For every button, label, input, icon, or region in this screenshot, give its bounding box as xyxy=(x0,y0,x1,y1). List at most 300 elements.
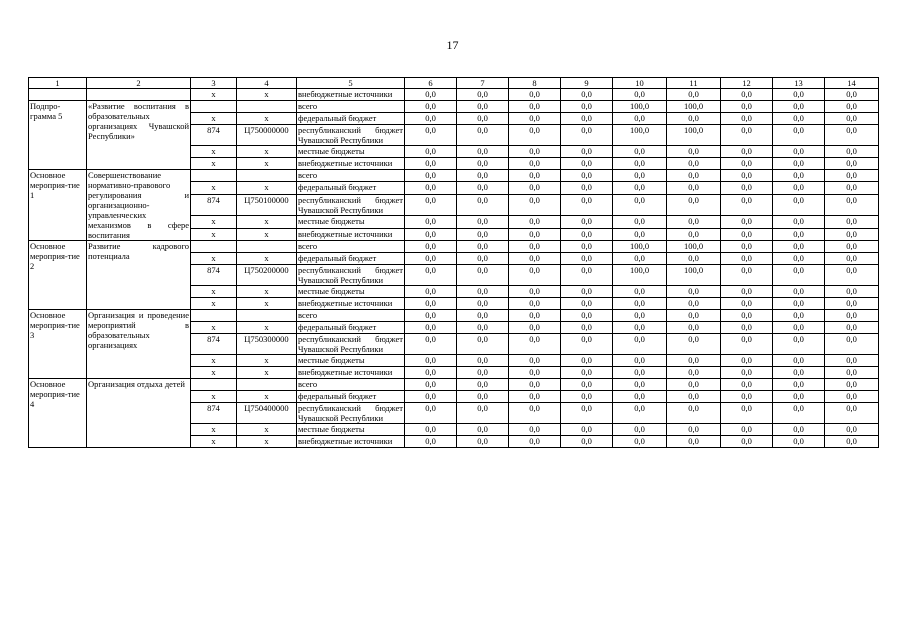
value-cell: 0,0 xyxy=(405,253,457,265)
value-cell: 0,0 xyxy=(613,322,667,334)
value-cell: 100,0 xyxy=(667,241,721,253)
value-cell: 0,0 xyxy=(561,125,613,146)
grbs-cell xyxy=(191,170,237,182)
grbs-cell: х xyxy=(191,146,237,158)
value-cell: 0,0 xyxy=(825,241,879,253)
value-cell: 0,0 xyxy=(667,158,721,170)
source-cell: внебюджетные источники xyxy=(297,158,405,170)
value-cell: 0,0 xyxy=(667,216,721,228)
value-cell: 0,0 xyxy=(457,286,509,298)
grbs-cell: 874 xyxy=(191,334,237,355)
grbs-cell: 874 xyxy=(191,194,237,216)
value-cell: 0,0 xyxy=(721,253,773,265)
value-cell: 0,0 xyxy=(773,158,825,170)
value-cell: 0,0 xyxy=(825,228,879,240)
source-cell: всего xyxy=(297,379,405,391)
value-cell: 0,0 xyxy=(721,367,773,379)
value-cell: 0,0 xyxy=(613,310,667,322)
value-cell: 0,0 xyxy=(457,228,509,240)
kbk-cell xyxy=(237,241,297,253)
value-cell: 0,0 xyxy=(561,158,613,170)
value-cell: 0,0 xyxy=(561,170,613,182)
column-number: 7 xyxy=(457,78,509,89)
kbk-cell: х xyxy=(237,228,297,240)
grbs-cell: х xyxy=(191,113,237,125)
value-cell: 0,0 xyxy=(405,286,457,298)
value-cell: 0,0 xyxy=(721,334,773,355)
value-cell: 0,0 xyxy=(721,158,773,170)
value-cell: 0,0 xyxy=(509,265,561,286)
value-cell: 0,0 xyxy=(667,182,721,194)
value-cell: 0,0 xyxy=(561,298,613,310)
value-cell: 0,0 xyxy=(509,101,561,113)
value-cell: 0,0 xyxy=(561,334,613,355)
value-cell: 0,0 xyxy=(825,253,879,265)
value-cell: 0,0 xyxy=(405,158,457,170)
value-cell: 0,0 xyxy=(457,216,509,228)
value-cell: 0,0 xyxy=(773,182,825,194)
value-cell: 0,0 xyxy=(613,286,667,298)
value-cell: 0,0 xyxy=(773,194,825,216)
value-cell: 0,0 xyxy=(613,146,667,158)
value-cell: 0,0 xyxy=(457,391,509,403)
value-cell: 0,0 xyxy=(721,182,773,194)
source-cell: всего xyxy=(297,241,405,253)
value-cell: 0,0 xyxy=(457,367,509,379)
value-cell: 0,0 xyxy=(561,194,613,216)
grbs-cell: х xyxy=(191,436,237,448)
source-cell: федеральный бюджет xyxy=(297,322,405,334)
value-cell: 0,0 xyxy=(405,228,457,240)
table-row xyxy=(29,89,879,101)
value-cell: 0,0 xyxy=(773,241,825,253)
value-cell: 0,0 xyxy=(613,391,667,403)
value-cell: 0,0 xyxy=(405,367,457,379)
value-cell: 0,0 xyxy=(721,436,773,448)
value-cell: 0,0 xyxy=(613,216,667,228)
column-number: 13 xyxy=(773,78,825,89)
page-number: 17 xyxy=(446,38,459,52)
value-cell: 100,0 xyxy=(667,265,721,286)
value-cell: 0,0 xyxy=(667,89,721,101)
source-cell: всего xyxy=(297,170,405,182)
value-cell: 0,0 xyxy=(509,146,561,158)
value-cell: 0,0 xyxy=(667,424,721,436)
value-cell: 0,0 xyxy=(509,228,561,240)
value-cell: 0,0 xyxy=(721,403,773,424)
value-cell: 0,0 xyxy=(457,355,509,367)
value-cell: 0,0 xyxy=(457,194,509,216)
value-cell: 100,0 xyxy=(667,125,721,146)
value-cell: 0,0 xyxy=(509,310,561,322)
value-cell: 0,0 xyxy=(613,228,667,240)
source-cell: внебюджетные источники xyxy=(297,436,405,448)
budget-table xyxy=(28,77,879,448)
source-cell: республиканский бюджет Чувашской Республики xyxy=(298,403,403,423)
kbk-cell: Ц750200000 xyxy=(237,265,297,286)
value-cell: 0,0 xyxy=(509,241,561,253)
value-cell: 0,0 xyxy=(825,216,879,228)
value-cell: 0,0 xyxy=(613,182,667,194)
value-cell: 0,0 xyxy=(667,379,721,391)
kbk-cell: х xyxy=(237,391,297,403)
value-cell: 0,0 xyxy=(613,355,667,367)
kbk-cell xyxy=(237,310,297,322)
source-cell: федеральный бюджет xyxy=(297,113,405,125)
value-cell: 0,0 xyxy=(773,379,825,391)
value-cell: 0,0 xyxy=(561,403,613,424)
kbk-cell xyxy=(237,379,297,391)
value-cell: 0,0 xyxy=(825,403,879,424)
value-cell: 0,0 xyxy=(825,170,879,182)
column-number: 11 xyxy=(667,78,721,89)
value-cell: 0,0 xyxy=(721,391,773,403)
value-cell: 0,0 xyxy=(667,391,721,403)
value-cell: 0,0 xyxy=(825,158,879,170)
grbs-cell xyxy=(191,379,237,391)
value-cell: 0,0 xyxy=(721,265,773,286)
value-cell: 0,0 xyxy=(721,228,773,240)
value-cell: 0,0 xyxy=(667,228,721,240)
section-name-cell: Организация и проведение мероприятий в образовательных организациях xyxy=(87,310,191,379)
kbk-cell: х xyxy=(237,253,297,265)
value-cell: 0,0 xyxy=(561,379,613,391)
column-number-row xyxy=(29,78,879,89)
source-cell: федеральный бюджет xyxy=(297,182,405,194)
value-cell: 0,0 xyxy=(613,334,667,355)
value-cell: 0,0 xyxy=(561,182,613,194)
value-cell: 0,0 xyxy=(405,298,457,310)
value-cell: 0,0 xyxy=(825,310,879,322)
value-cell: 0,0 xyxy=(721,355,773,367)
column-number: 3 xyxy=(191,78,237,89)
value-cell: 0,0 xyxy=(773,216,825,228)
value-cell: 0,0 xyxy=(561,113,613,125)
value-cell: 0,0 xyxy=(773,403,825,424)
value-cell: 0,0 xyxy=(825,146,879,158)
value-cell: 0,0 xyxy=(667,367,721,379)
value-cell: 0,0 xyxy=(773,253,825,265)
kbk-cell: х xyxy=(237,113,297,125)
value-cell: 0,0 xyxy=(457,113,509,125)
value-cell: 100,0 xyxy=(613,101,667,113)
value-cell: 0,0 xyxy=(613,298,667,310)
grbs-cell: х xyxy=(191,228,237,240)
grbs-cell: х xyxy=(191,298,237,310)
value-cell: 0,0 xyxy=(613,194,667,216)
value-cell: 0,0 xyxy=(721,194,773,216)
value-cell: 0,0 xyxy=(457,146,509,158)
value-cell: 0,0 xyxy=(667,334,721,355)
section-name-cell: «Развитие воспитания в образовательных организациях Чувашской Республики» xyxy=(87,101,191,170)
value-cell: 0,0 xyxy=(825,322,879,334)
value-cell: 0,0 xyxy=(667,170,721,182)
grbs-cell xyxy=(191,241,237,253)
value-cell: 0,0 xyxy=(457,253,509,265)
value-cell: 0,0 xyxy=(509,391,561,403)
source-cell: всего xyxy=(297,101,405,113)
value-cell: 0,0 xyxy=(457,298,509,310)
value-cell: 0,0 xyxy=(773,286,825,298)
grbs-cell xyxy=(191,101,237,113)
value-cell: 0,0 xyxy=(773,228,825,240)
value-cell: 0,0 xyxy=(405,113,457,125)
value-cell: 0,0 xyxy=(405,125,457,146)
column-number: 4 xyxy=(237,78,297,89)
value-cell: 0,0 xyxy=(613,379,667,391)
value-cell: 0,0 xyxy=(561,367,613,379)
value-cell: 0,0 xyxy=(405,194,457,216)
table-row xyxy=(29,379,879,391)
column-number: 2 xyxy=(87,78,191,89)
value-cell: 0,0 xyxy=(721,322,773,334)
source-cell: федеральный бюджет xyxy=(297,391,405,403)
value-cell: 0,0 xyxy=(509,170,561,182)
value-cell: 0,0 xyxy=(457,310,509,322)
kbk-cell: х xyxy=(237,436,297,448)
section-type-cell: Основное мероприя-тие 3 xyxy=(29,310,87,379)
value-cell: 0,0 xyxy=(509,89,561,101)
value-cell: 0,0 xyxy=(667,310,721,322)
value-cell: 0,0 xyxy=(561,228,613,240)
kbk-cell xyxy=(237,101,297,113)
value-cell: 0,0 xyxy=(457,403,509,424)
source-cell: местные бюджеты xyxy=(297,146,405,158)
value-cell: 0,0 xyxy=(773,391,825,403)
value-cell: 0,0 xyxy=(613,367,667,379)
value-cell: 0,0 xyxy=(405,216,457,228)
source-cell: внебюджетные источники xyxy=(297,228,405,240)
value-cell: 0,0 xyxy=(721,379,773,391)
value-cell: 0,0 xyxy=(825,334,879,355)
kbk-cell: Ц750300000 xyxy=(237,334,297,355)
value-cell: 0,0 xyxy=(509,355,561,367)
value-cell: 0,0 xyxy=(773,113,825,125)
value-cell: 0,0 xyxy=(457,424,509,436)
value-cell: 0,0 xyxy=(825,298,879,310)
value-cell: 0,0 xyxy=(561,322,613,334)
value-cell: 0,0 xyxy=(825,286,879,298)
value-cell: 0,0 xyxy=(405,265,457,286)
grbs-cell: х xyxy=(191,182,237,194)
value-cell: 0,0 xyxy=(667,253,721,265)
grbs-cell: х xyxy=(191,355,237,367)
grbs-cell xyxy=(191,310,237,322)
value-cell: 0,0 xyxy=(721,89,773,101)
value-cell: 0,0 xyxy=(613,253,667,265)
value-cell: 0,0 xyxy=(457,265,509,286)
value-cell: 0,0 xyxy=(561,253,613,265)
value-cell: 0,0 xyxy=(613,403,667,424)
value-cell: 0,0 xyxy=(825,379,879,391)
value-cell: 0,0 xyxy=(405,170,457,182)
value-cell: 0,0 xyxy=(773,265,825,286)
value-cell: 0,0 xyxy=(509,322,561,334)
source-cell: республиканский бюджет Чувашской Республики xyxy=(298,265,403,285)
value-cell: 100,0 xyxy=(613,125,667,146)
column-number: 9 xyxy=(561,78,613,89)
value-cell: 0,0 xyxy=(721,125,773,146)
value-cell: 0,0 xyxy=(405,310,457,322)
value-cell: 0,0 xyxy=(825,391,879,403)
value-cell: 0,0 xyxy=(613,89,667,101)
value-cell: 0,0 xyxy=(457,322,509,334)
column-number: 12 xyxy=(721,78,773,89)
value-cell: 100,0 xyxy=(613,241,667,253)
value-cell: 0,0 xyxy=(405,334,457,355)
value-cell: 0,0 xyxy=(405,379,457,391)
value-cell: 100,0 xyxy=(613,265,667,286)
column-number: 1 xyxy=(29,78,87,89)
name-cell xyxy=(87,89,191,101)
column-number: 5 xyxy=(297,78,405,89)
value-cell: 0,0 xyxy=(561,436,613,448)
grbs-cell: х xyxy=(191,322,237,334)
grbs-cell: 874 xyxy=(191,403,237,424)
value-cell: 0,0 xyxy=(509,182,561,194)
kbk-cell: х xyxy=(237,424,297,436)
kbk-cell: Ц750100000 xyxy=(237,194,297,216)
table-row xyxy=(29,241,879,253)
value-cell: 0,0 xyxy=(613,424,667,436)
value-cell: 0,0 xyxy=(457,436,509,448)
column-number: 10 xyxy=(613,78,667,89)
value-cell: 0,0 xyxy=(667,403,721,424)
value-cell: 0,0 xyxy=(405,241,457,253)
value-cell: 0,0 xyxy=(721,310,773,322)
source-cell: республиканский бюджет Чувашской Республики xyxy=(298,125,403,145)
kbk-cell: Ц750000000 xyxy=(237,125,297,146)
value-cell: 0,0 xyxy=(405,101,457,113)
grbs-cell: х xyxy=(191,253,237,265)
value-cell: 0,0 xyxy=(773,436,825,448)
value-cell: 0,0 xyxy=(825,355,879,367)
value-cell: 0,0 xyxy=(457,101,509,113)
value-cell: 0,0 xyxy=(509,379,561,391)
value-cell: 0,0 xyxy=(825,265,879,286)
value-cell: 0,0 xyxy=(613,170,667,182)
grbs-cell: х xyxy=(191,424,237,436)
kbk-cell: х xyxy=(237,216,297,228)
value-cell: 0,0 xyxy=(825,424,879,436)
value-cell: 0,0 xyxy=(773,322,825,334)
value-cell: 0,0 xyxy=(405,322,457,334)
column-number: 6 xyxy=(405,78,457,89)
value-cell: 0,0 xyxy=(721,101,773,113)
value-cell: 0,0 xyxy=(561,101,613,113)
source-cell: местные бюджеты xyxy=(297,216,405,228)
value-cell: 0,0 xyxy=(509,403,561,424)
value-cell: 0,0 xyxy=(405,391,457,403)
value-cell: 0,0 xyxy=(509,298,561,310)
kbk-cell: х xyxy=(237,367,297,379)
value-cell: 0,0 xyxy=(405,89,457,101)
grbs-cell: х xyxy=(191,391,237,403)
value-cell: 0,0 xyxy=(509,286,561,298)
value-cell: 0,0 xyxy=(721,298,773,310)
value-cell: 0,0 xyxy=(721,170,773,182)
value-cell: 0,0 xyxy=(561,89,613,101)
kbk-cell: х xyxy=(237,182,297,194)
value-cell: 0,0 xyxy=(509,125,561,146)
table-row xyxy=(29,101,879,113)
value-cell: 0,0 xyxy=(667,436,721,448)
value-cell: 0,0 xyxy=(773,89,825,101)
value-cell: 0,0 xyxy=(457,182,509,194)
value-cell: 0,0 xyxy=(773,367,825,379)
source-cell: местные бюджеты xyxy=(297,424,405,436)
source-cell: местные бюджеты xyxy=(297,286,405,298)
grbs-cell: 874 xyxy=(191,265,237,286)
value-cell: 0,0 xyxy=(561,310,613,322)
value-cell: 0,0 xyxy=(667,298,721,310)
value-cell: 0,0 xyxy=(613,113,667,125)
value-cell: 0,0 xyxy=(825,194,879,216)
value-cell: 0,0 xyxy=(773,424,825,436)
kbk-cell: х xyxy=(237,322,297,334)
grbs-cell: х xyxy=(191,89,237,101)
table-row xyxy=(29,310,879,322)
value-cell: 0,0 xyxy=(773,101,825,113)
value-cell: 0,0 xyxy=(561,216,613,228)
kbk-cell: х xyxy=(237,286,297,298)
value-cell: 0,0 xyxy=(457,334,509,355)
value-cell: 0,0 xyxy=(509,113,561,125)
source-cell: республиканский бюджет Чувашской Республики xyxy=(298,194,403,215)
value-cell: 0,0 xyxy=(773,355,825,367)
source-cell: федеральный бюджет xyxy=(297,253,405,265)
grbs-cell: х xyxy=(191,286,237,298)
value-cell: 0,0 xyxy=(405,182,457,194)
value-cell: 0,0 xyxy=(561,241,613,253)
value-cell: 0,0 xyxy=(457,158,509,170)
value-cell: 0,0 xyxy=(773,125,825,146)
value-cell: 0,0 xyxy=(825,89,879,101)
value-cell: 0,0 xyxy=(667,113,721,125)
value-cell: 0,0 xyxy=(667,194,721,216)
value-cell: 0,0 xyxy=(613,436,667,448)
value-cell: 0,0 xyxy=(405,146,457,158)
value-cell: 0,0 xyxy=(773,170,825,182)
type-cell xyxy=(29,89,87,101)
source-cell: внебюджетные источники xyxy=(297,298,405,310)
source-cell: внебюджетные источники xyxy=(297,367,405,379)
source-cell: местные бюджеты xyxy=(297,355,405,367)
section-type-cell: Основное мероприя-тие 2 xyxy=(29,241,87,310)
section-name-cell: Совершенствование нормативно-правового регулирования и организационно-управленческих механизмов в сфере воспитания xyxy=(88,170,189,240)
value-cell: 0,0 xyxy=(509,334,561,355)
value-cell: 0,0 xyxy=(509,216,561,228)
value-cell: 0,0 xyxy=(721,424,773,436)
value-cell: 0,0 xyxy=(561,286,613,298)
kbk-cell: х xyxy=(237,89,297,101)
value-cell: 0,0 xyxy=(825,101,879,113)
kbk-cell xyxy=(237,170,297,182)
value-cell: 0,0 xyxy=(667,286,721,298)
kbk-cell: х xyxy=(237,158,297,170)
source-cell: всего xyxy=(297,310,405,322)
value-cell: 0,0 xyxy=(405,403,457,424)
value-cell: 0,0 xyxy=(457,379,509,391)
value-cell: 0,0 xyxy=(561,146,613,158)
value-cell: 0,0 xyxy=(561,424,613,436)
value-cell: 0,0 xyxy=(721,241,773,253)
value-cell: 0,0 xyxy=(457,125,509,146)
grbs-cell: х xyxy=(191,367,237,379)
value-cell: 0,0 xyxy=(561,355,613,367)
section-type-cell: Основное мероприя-тие 1 xyxy=(29,170,87,241)
value-cell: 0,0 xyxy=(721,286,773,298)
